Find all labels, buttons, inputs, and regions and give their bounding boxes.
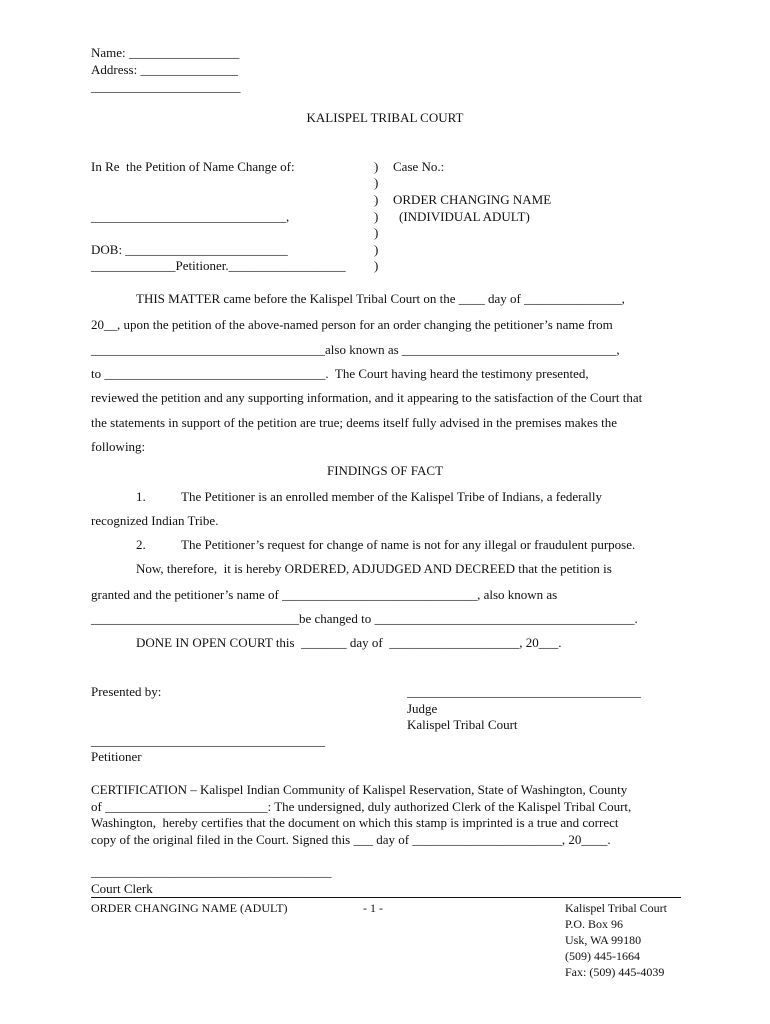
footer-form-name: ORDER CHANGING NAME (ADULT) bbox=[91, 901, 288, 915]
done-in-open-court-line: DONE IN OPEN COURT this _______ day of ____________________, 20___. bbox=[136, 635, 562, 650]
petitioner-name-blank: ______________________________, bbox=[91, 209, 290, 224]
caption-paren: ) bbox=[374, 209, 379, 224]
findings-heading: FINDINGS OF FACT bbox=[326, 463, 444, 478]
finding-number: 2. bbox=[136, 537, 146, 552]
judge-court-label: Kalispel Tribal Court bbox=[407, 717, 518, 732]
certification-line: copy of the original filed in the Court. Signed this ___ day of _______________________, 20____. bbox=[91, 832, 611, 847]
certification-line: Washington, hereby certifies that the document on which this stamp is imprinted is a true and correct bbox=[91, 815, 619, 830]
body-line: the statements in support of the petition are true; deems itself fully advised in the premises makes the bbox=[91, 415, 618, 430]
presented-by-label: Presented by: bbox=[91, 684, 162, 699]
petitioner-caption-line: _____________Petitioner.__________________ bbox=[91, 258, 346, 273]
address-blank-line: _______________________ bbox=[91, 79, 241, 94]
clerk-signature-line: _____________________________________ bbox=[91, 864, 332, 879]
decree-line: ________________________________be changed to ________________________________________. bbox=[91, 611, 638, 626]
caption-paren: ) bbox=[374, 242, 379, 257]
body-line: THIS MATTER came before the Kalispel Tribal Court on the ____ day of _______________, bbox=[136, 291, 625, 306]
finding-text: The Petitioner is an enrolled member of the Kalispel Tribe of Indians, a federally bbox=[181, 489, 602, 504]
address-line: (509) 445-1664 bbox=[565, 949, 640, 963]
page-number: - 1 - bbox=[363, 901, 383, 915]
order-title: ORDER CHANGING NAME bbox=[393, 192, 552, 207]
certification-line: CERTIFICATION – Kalispel Indian Community of Kalispel Reservation, State of Washington, County bbox=[91, 782, 628, 797]
name-field-line: Name: _________________ bbox=[91, 45, 240, 60]
body-line: reviewed the petition and any supporting information, and it appearing to the satisfaction of the Court that bbox=[91, 390, 643, 405]
finding-text: The Petitioner’s request for change of name is not for any illegal or fraudulent purpose. bbox=[181, 537, 636, 552]
case-number-label: Case No.: bbox=[393, 159, 445, 174]
finding-number: 1. bbox=[136, 489, 146, 504]
body-line: ____________________________________also known as _________________________________, bbox=[91, 342, 620, 357]
footer-divider bbox=[91, 897, 681, 898]
judge-signature-line: ____________________________________ bbox=[407, 684, 641, 699]
caption-paren: ) bbox=[374, 225, 379, 240]
address-line: Fax: (509) 445-4039 bbox=[565, 965, 665, 979]
judge-label: Judge bbox=[407, 701, 438, 716]
decree-line: Now, therefore, it is hereby ORDERED, ADJUDGED AND DECREED that the petition is bbox=[136, 561, 612, 576]
caption-paren: ) bbox=[374, 175, 379, 190]
clerk-label: Court Clerk bbox=[91, 881, 153, 896]
court-title: KALISPEL TRIBAL COURT bbox=[306, 110, 464, 125]
body-line: following: bbox=[91, 439, 146, 454]
in-re-caption: In Re the Petition of Name Change of: bbox=[91, 159, 295, 174]
decree-line: granted and the petitioner’s name of ______________________________, also known as bbox=[91, 587, 558, 602]
caption-paren: ) bbox=[374, 258, 379, 273]
address-field-line: Address: _______________ bbox=[91, 62, 238, 77]
address-line: Kalispel Tribal Court bbox=[565, 901, 668, 915]
caption-paren: ) bbox=[374, 192, 379, 207]
body-line: to __________________________________. The Court having heard the testimony presented, bbox=[91, 366, 589, 381]
certification-line: of _________________________: The undersigned, duly authorized Clerk of the Kalispel Tribal Court, bbox=[91, 799, 632, 814]
order-subtitle: (INDIVIDUAL ADULT) bbox=[399, 209, 530, 224]
address-line: Usk, WA 99180 bbox=[565, 933, 642, 947]
petitioner-label: Petitioner bbox=[91, 749, 142, 764]
finding-text-continued: recognized Indian Tribe. bbox=[91, 513, 219, 528]
address-line: P.O. Box 96 bbox=[565, 917, 624, 931]
caption-paren: ) bbox=[374, 159, 379, 174]
body-line: 20__, upon the petition of the above-named person for an order changing the petitioner’s name from bbox=[91, 317, 613, 332]
petitioner-signature-line: ____________________________________ bbox=[91, 733, 325, 748]
dob-field-line: DOB: _________________________ bbox=[91, 242, 288, 257]
